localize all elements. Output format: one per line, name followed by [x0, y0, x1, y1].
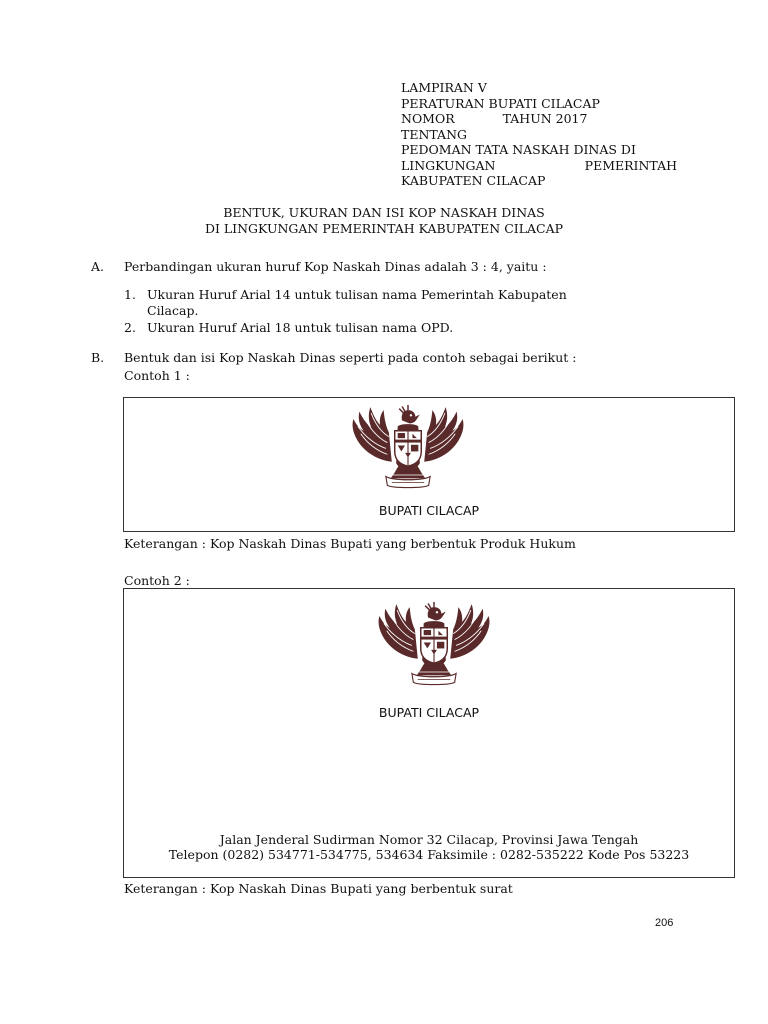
peraturan-label: PERATURAN BUPATI CILACAP: [401, 95, 600, 111]
example-1-kop-box: [123, 397, 735, 532]
nomor-line: [401, 111, 677, 127]
lingkungan-label: LINGKUNGAN: [401, 157, 496, 173]
section-a-item-2-num: 2.: [124, 320, 136, 335]
nomor-label: NOMOR: [401, 111, 455, 126]
example-2-address-line1: Jalan Jenderal Sudirman Nomor 32 Cilacap, Provinsi Jawa Tengah: [219, 832, 639, 847]
garuda-emblem-icon: [375, 595, 493, 693]
tentang-label: TENTANG: [401, 126, 468, 142]
example-2-address-line2: Telepon (0282) 534771-534775, 534634 Faksimile : 0282-535222 Kode Pos 53223: [168, 847, 690, 862]
section-a-item-1-num: 1.: [124, 287, 136, 302]
section-a-text: Perbandingan ukuran huruf Kop Naskah Dinas adalah 3 : 4, yaitu :: [124, 259, 547, 274]
section-b-marker: B.: [91, 350, 105, 365]
example-2-caption: BUPATI CILACAP: [378, 705, 480, 720]
lingkungan-line: [401, 158, 677, 174]
pedoman-label: PEDOMAN TATA NASKAH DINAS DI: [401, 142, 636, 157]
section-a-marker: A.: [91, 259, 105, 274]
example-2-kop-box: [123, 588, 735, 878]
example-2-note: Keterangan : Kop Naskah Dinas Bupati yang berbentuk surat: [124, 881, 513, 896]
section-b-text: Bentuk dan isi Kop Naskah Dinas seperti pada contoh sebagai berikut :: [124, 350, 577, 365]
section-a-item-1-text-cont: Cilacap.: [147, 303, 199, 318]
document-title-line2: DI LINGKUNGAN PEMERINTAH KABUPATEN CILACAP: [204, 221, 564, 236]
tahun-label: TAHUN 2017: [502, 111, 588, 126]
pemerintah-label: PEMERINTAH: [584, 157, 677, 173]
example-1-caption: BUPATI CILACAP: [378, 503, 480, 518]
example-2-label: Contoh 2 :: [124, 573, 190, 588]
section-a-item-1-text: Ukuran Huruf Arial 14 untuk tulisan nama Pemerintah Kabupaten: [147, 287, 567, 302]
garuda-emblem-icon: [349, 403, 467, 491]
example-1-note: Keterangan : Kop Naskah Dinas Bupati yang berbentuk Produk Hukum: [124, 536, 576, 551]
section-a-item-2-text: Ukuran Huruf Arial 18 untuk tulisan nama OPD.: [147, 320, 454, 335]
document-title-line1: BENTUK, UKURAN DAN ISI KOP NASKAH DINAS: [223, 205, 545, 220]
kabupaten-label: KABUPATEN CILACAP: [401, 173, 546, 188]
example-1-label: Contoh 1 :: [124, 368, 190, 383]
lampiran-header: [401, 80, 677, 189]
lampiran-label: LAMPIRAN V: [401, 80, 487, 95]
page-number: 206: [655, 917, 674, 929]
